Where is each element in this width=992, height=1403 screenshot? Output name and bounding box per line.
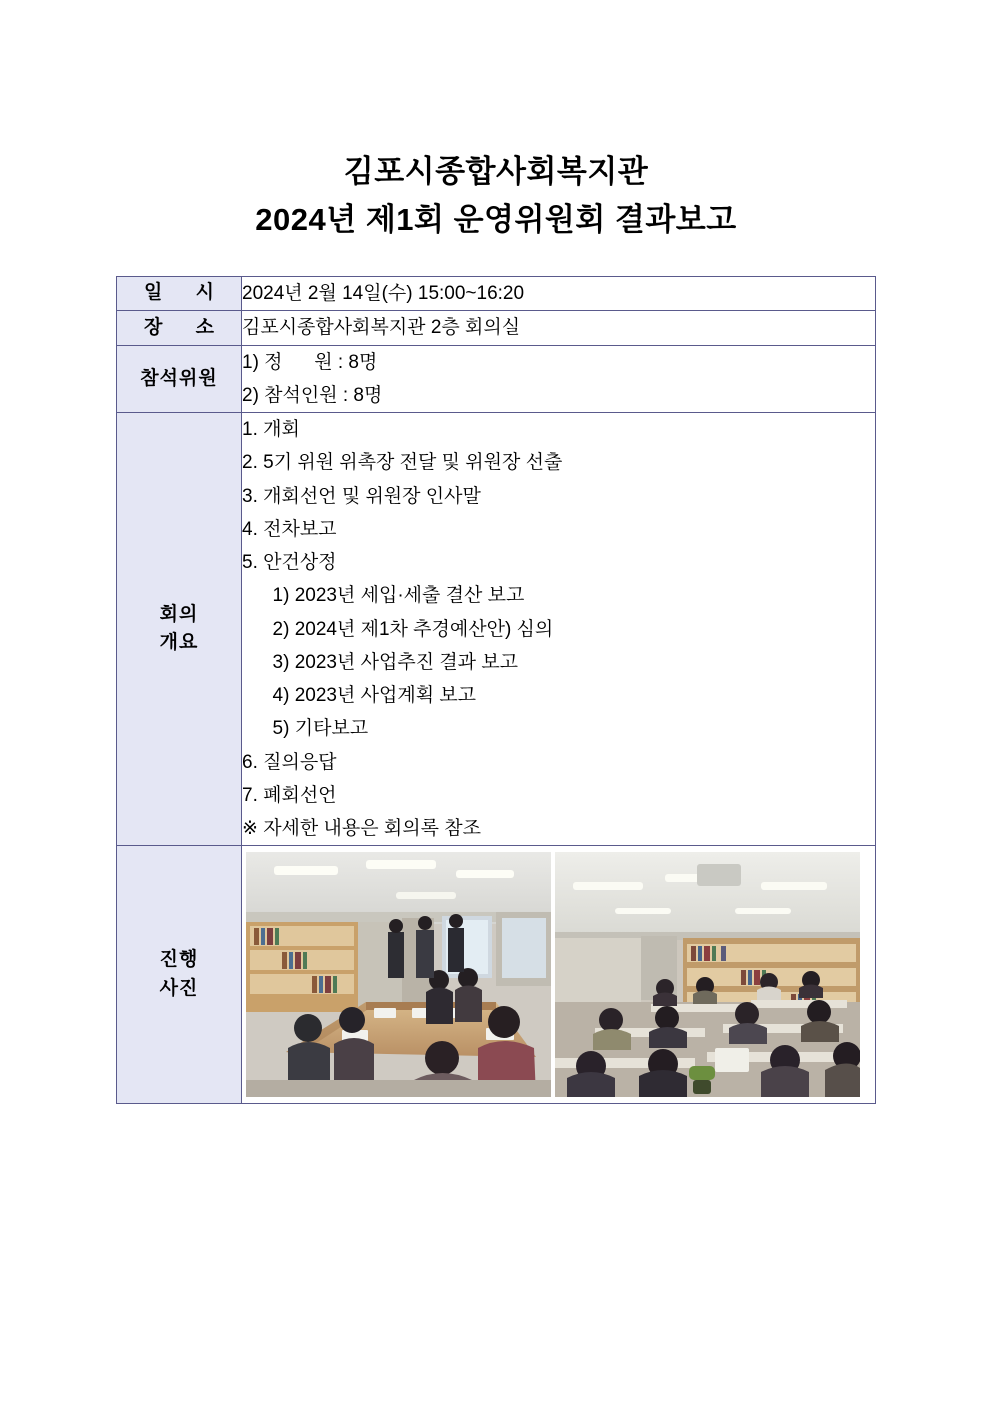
label-place-text: 장 소 <box>144 316 228 338</box>
agenda-subitem: 4) 2023년 사업계획 보고 <box>262 685 477 707</box>
agenda-item: 5. 안건상정 <box>242 552 337 574</box>
agenda-item: 4. 전차보고 <box>242 518 337 540</box>
members-line-2: 2) 참석인원 : 8명 <box>242 384 383 406</box>
title-line-1: 김포시종합사회복지관 <box>343 154 649 189</box>
label-overview-line-2: 개요 <box>159 632 199 654</box>
agenda-subitem: 5) 기타보고 <box>262 718 369 740</box>
agenda-item: 2. 5기 위원 위촉장 전달 및 위원장 선출 <box>242 452 563 474</box>
label-place <box>117 311 242 345</box>
label-overview <box>117 413 242 846</box>
report-table <box>116 276 876 1104</box>
agenda-subitem: 3) 2023년 사업추진 결과 보고 <box>262 651 519 673</box>
label-photos-line-2: 사진 <box>159 977 199 999</box>
agenda-item: 1. 개회 <box>242 419 300 441</box>
photo-gallery <box>242 846 875 1103</box>
title-line-2: 2024년 제1회 운영위원회 결과보고 <box>255 202 737 238</box>
document-title <box>0 0 992 244</box>
table-row-photos <box>117 846 876 1104</box>
label-members <box>117 345 242 413</box>
table-row-overview <box>117 413 876 846</box>
value-photos <box>242 846 876 1104</box>
label-members-text: 참석위원 <box>140 367 218 389</box>
label-photos <box>117 846 242 1104</box>
agenda-subitem: 2) 2024년 제1차 추경예산안) 심의 <box>262 618 554 640</box>
value-overview <box>242 413 876 846</box>
table-row-members <box>117 345 876 413</box>
table-row-place <box>117 311 876 345</box>
agenda-subitem: 1) 2023년 세입·세출 결산 보고 <box>262 585 525 607</box>
agenda-item: 3. 개회선언 및 위원장 인사말 <box>242 485 481 507</box>
agenda-note: ※ 자세한 내용은 회의록 참조 <box>242 818 481 840</box>
value-place: 김포시종합사회복지관 2층 회의실 <box>242 311 876 345</box>
members-line-1: 1) 정 원 : 8명 <box>242 351 378 373</box>
agenda-item: 6. 질의응답 <box>242 751 337 773</box>
meeting-photo-1 <box>246 852 551 1097</box>
value-members <box>242 345 876 413</box>
report-table-wrapper <box>116 276 876 1104</box>
table-row-datetime <box>117 277 876 311</box>
agenda-item: 7. 폐회선언 <box>242 784 337 806</box>
label-datetime-text: 일 시 <box>144 282 228 304</box>
meeting-photo-2 <box>555 852 860 1097</box>
label-photos-line-1: 진행 <box>159 949 199 971</box>
label-overview-line-1: 회의 <box>159 603 199 625</box>
value-datetime: 2024년 2월 14일(수) 15:00~16:20 <box>242 277 876 311</box>
label-datetime <box>117 277 242 311</box>
